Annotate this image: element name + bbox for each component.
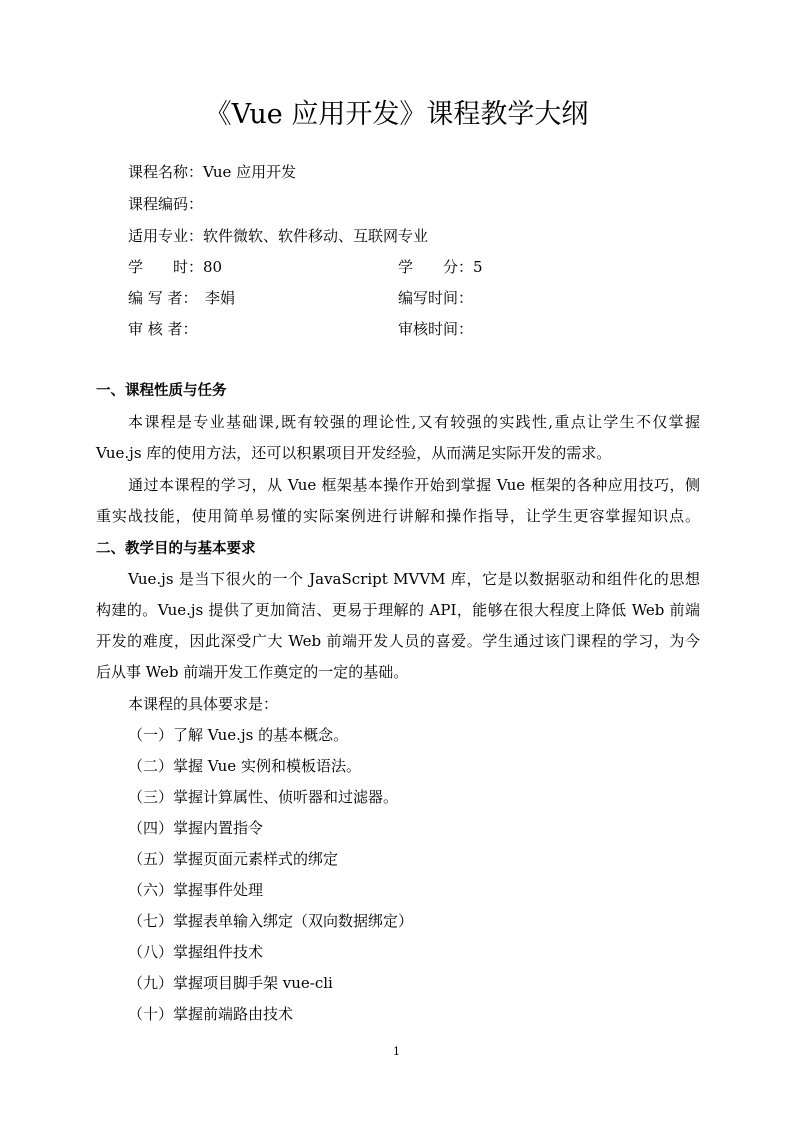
reviewer: 审 核 者： [128, 320, 198, 338]
requirement-item: （一）了解 Vue.js 的基本概念。 [128, 726, 349, 744]
author: 编 写 者： 李娟 [128, 289, 236, 307]
course-code: 课程编码： [128, 195, 204, 213]
page-number: 1 [393, 1045, 400, 1058]
course-name: 课程名称：Vue 应用开发 [128, 163, 297, 181]
section1-heading: 一、课程性质与任务 [96, 383, 227, 399]
paragraph-line: 重实战技能，使用简单易懂的实际案例进行讲解和操作指导，让学生更容掌握知识点。 [96, 507, 700, 525]
requirement-item: （九）掌握项目脚手架 vue-cli [128, 974, 333, 992]
requirement-item: （四）掌握内置指令 [128, 819, 264, 837]
requirement-item: （八）掌握组件技术 [128, 943, 264, 961]
requirement-item: （六）掌握事件处理 [128, 881, 264, 899]
paragraph-line: 本课程是专业基础课,既有较强的理论性,又有较强的实践性,重点让学生不仅掌握 [128, 413, 700, 431]
paragraph-line: 开发的难度，因此深受广大 Web 前端开发人员的喜爱。学生通过该门课程的学习，为今 [96, 632, 700, 650]
requirement-item: （十）掌握前端路由技术 [128, 1005, 294, 1023]
course-credits: 学 分：5 [398, 258, 483, 276]
section2-heading: 二、教学目的与基本要求 [96, 541, 256, 557]
applicable-majors: 适用专业：软件微软、软件移动、互联网专业 [128, 227, 429, 245]
requirements-intro: 本课程的具体要求是： [128, 695, 279, 713]
requirement-item: （三）掌握计算属性、侦听器和过滤器。 [128, 788, 399, 806]
paragraph-line: 构建的。Vue.js 提供了更加简洁、更易于理解的 API，能够在很大程度上降低 Web 前端 [96, 601, 700, 619]
paragraph-line: 通过本课程的学习，从 Vue 框架基本操作开始到掌握 Vue 框架的各种应用技巧，侧 [128, 476, 700, 494]
course-hours: 学 时：80 [128, 258, 223, 276]
requirement-item: （二）掌握 Vue 实例和模板语法。 [128, 757, 361, 775]
review-time: 审核时间： [398, 320, 474, 338]
requirement-item: （七）掌握表单输入绑定（双向数据绑定） [128, 912, 414, 930]
paragraph-line: Vue.js 是当下很火的一个 JavaScript MVVM 库，它是以数据驱动和组件化的思想 [128, 570, 700, 588]
requirement-item: （五）掌握页面元素样式的绑定 [128, 850, 339, 868]
document-title: 《Vue 应用开发》课程教学大纲 [204, 99, 589, 130]
paragraph-line: Vue.js 库的使用方法，还可以积累项目开发经验，从而满足实际开发的需求。 [96, 444, 612, 462]
paragraph-line: 后从事 Web 前端开发工作奠定的一定的基础。 [96, 663, 409, 681]
write-time: 编写时间： [398, 289, 474, 307]
